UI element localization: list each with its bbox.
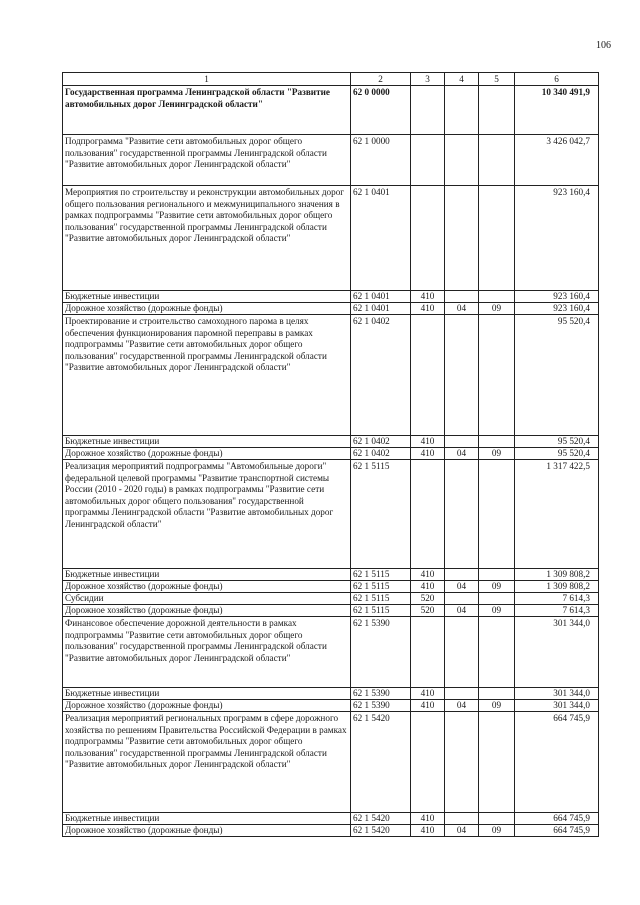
cell-section xyxy=(445,291,479,303)
cell-name: Подпрограмма "Развитие сети автомобильных дорог общего пользования" государственной программы Ленинградской области "Развитие автомобильных дорог Ленинградской области" xyxy=(63,135,351,186)
cell-section xyxy=(445,460,479,569)
cell-subsection xyxy=(479,186,515,291)
cell-target-code: 62 1 0000 xyxy=(351,135,411,186)
cell-section: 04 xyxy=(445,605,479,617)
cell-target-code: 62 0 0000 xyxy=(351,86,411,135)
cell-expense-type xyxy=(411,617,445,688)
cell-target-code: 62 1 5115 xyxy=(351,593,411,605)
table-row xyxy=(63,605,599,617)
cell-target-code: 62 1 0401 xyxy=(351,291,411,303)
cell-target-code: 62 1 5390 xyxy=(351,617,411,688)
column-header: 1 xyxy=(63,73,351,86)
cell-amount: 3 426 042,7 xyxy=(515,135,599,186)
cell-name: Государственная программа Ленинградской области "Развитие автомобильных дорог Ленинградской области" xyxy=(63,86,351,135)
cell-section: 04 xyxy=(445,448,479,460)
cell-subsection xyxy=(479,569,515,581)
column-header: 5 xyxy=(479,73,515,86)
cell-amount: 10 340 491,9 xyxy=(515,86,599,135)
column-header: 3 xyxy=(411,73,445,86)
table-row xyxy=(63,593,599,605)
cell-expense-type: 410 xyxy=(411,688,445,700)
cell-section: 04 xyxy=(445,825,479,837)
table-row xyxy=(63,712,599,813)
cell-name: Бюджетные инвестиции xyxy=(63,291,351,303)
cell-amount: 7 614,3 xyxy=(515,605,599,617)
cell-expense-type: 410 xyxy=(411,436,445,448)
cell-section: 04 xyxy=(445,581,479,593)
cell-name: Реализация мероприятий региональных программ в сфере дорожного хозяйства по решениям Правительства Российской Федерации в рамках подпрограммы "Развитие сети автомобильных дорог общего пользования" государственной программы Ленинградской области "Развитие автомобильных дорог Ленинградской области" xyxy=(63,712,351,813)
table-row xyxy=(63,448,599,460)
column-number-row xyxy=(63,73,599,86)
cell-target-code: 62 1 5420 xyxy=(351,712,411,813)
cell-name: Дорожное хозяйство (дорожные фонды) xyxy=(63,303,351,315)
cell-target-code: 62 1 5420 xyxy=(351,813,411,825)
cell-amount: 301 344,0 xyxy=(515,617,599,688)
cell-section xyxy=(445,315,479,436)
cell-amount: 664 745,9 xyxy=(515,813,599,825)
cell-amount: 7 614,3 xyxy=(515,593,599,605)
cell-target-code: 62 1 0402 xyxy=(351,448,411,460)
cell-amount: 301 344,0 xyxy=(515,700,599,712)
cell-amount: 1 309 808,2 xyxy=(515,569,599,581)
cell-expense-type: 410 xyxy=(411,825,445,837)
column-header: 6 xyxy=(515,73,599,86)
cell-name: Бюджетные инвестиции xyxy=(63,569,351,581)
table-row xyxy=(63,86,599,135)
cell-section xyxy=(445,135,479,186)
cell-amount: 1 309 808,2 xyxy=(515,581,599,593)
cell-amount: 95 520,4 xyxy=(515,448,599,460)
cell-target-code: 62 1 5115 xyxy=(351,569,411,581)
cell-subsection xyxy=(479,291,515,303)
cell-name: Мероприятия по строительству и реконструкции автомобильных дорог общего пользования регионального и межмуниципального значения в рамках подпрограммы "Развитие сети автомобильных дорог общего пользования" государственной программы Ленинградской области "Развитие автомобильных дорог Ленинградской области" xyxy=(63,186,351,291)
table-row xyxy=(63,813,599,825)
cell-target-code: 62 1 0401 xyxy=(351,186,411,291)
cell-name: Дорожное хозяйство (дорожные фонды) xyxy=(63,700,351,712)
cell-amount: 664 745,9 xyxy=(515,825,599,837)
cell-subsection xyxy=(479,712,515,813)
cell-expense-type: 410 xyxy=(411,448,445,460)
cell-section xyxy=(445,569,479,581)
cell-name: Бюджетные инвестиции xyxy=(63,688,351,700)
cell-amount: 95 520,4 xyxy=(515,436,599,448)
page-number: 106 xyxy=(596,40,611,51)
cell-target-code: 62 1 5115 xyxy=(351,581,411,593)
cell-subsection xyxy=(479,593,515,605)
cell-subsection: 09 xyxy=(479,700,515,712)
cell-amount: 664 745,9 xyxy=(515,712,599,813)
table-row xyxy=(63,617,599,688)
cell-target-code: 62 1 5420 xyxy=(351,825,411,837)
cell-expense-type xyxy=(411,186,445,291)
cell-target-code: 62 1 0401 xyxy=(351,303,411,315)
cell-subsection xyxy=(479,86,515,135)
cell-subsection: 09 xyxy=(479,605,515,617)
cell-target-code: 62 1 5390 xyxy=(351,688,411,700)
cell-name: Финансовое обеспечение дорожной деятельности в рамках подпрограммы "Развитие сети автомобильных дорог общего пользования" государственной программы Ленинградской области "Развитие автомобильных дорог Ленинградской области" xyxy=(63,617,351,688)
cell-subsection: 09 xyxy=(479,825,515,837)
cell-section xyxy=(445,86,479,135)
cell-name: Реализация мероприятий подпрограммы "Автомобильные дороги" федеральной целевой программы "Развитие транспортной системы России (2010 - 2020 годы) в рамках подпрограммы "Развитие сети автомобильных дорог общего пользования" государственной программы Ленинградской области "Развитие автомобильных дорог Ленинградской области" xyxy=(63,460,351,569)
cell-expense-type: 520 xyxy=(411,593,445,605)
cell-section xyxy=(445,813,479,825)
cell-expense-type: 410 xyxy=(411,581,445,593)
cell-section: 04 xyxy=(445,303,479,315)
table-row xyxy=(63,186,599,291)
column-header: 2 xyxy=(351,73,411,86)
table-row xyxy=(63,135,599,186)
cell-name: Дорожное хозяйство (дорожные фонды) xyxy=(63,605,351,617)
cell-amount: 923 160,4 xyxy=(515,291,599,303)
table-row xyxy=(63,315,599,436)
cell-section xyxy=(445,688,479,700)
table-row xyxy=(63,291,599,303)
cell-name: Дорожное хозяйство (дорожные фонды) xyxy=(63,825,351,837)
cell-section xyxy=(445,712,479,813)
table-row xyxy=(63,581,599,593)
table-row xyxy=(63,303,599,315)
cell-amount: 923 160,4 xyxy=(515,186,599,291)
cell-expense-type: 410 xyxy=(411,700,445,712)
cell-expense-type xyxy=(411,315,445,436)
cell-subsection xyxy=(479,315,515,436)
table-row xyxy=(63,688,599,700)
cell-expense-type: 410 xyxy=(411,813,445,825)
cell-target-code: 62 1 0402 xyxy=(351,436,411,448)
cell-section: 04 xyxy=(445,700,479,712)
cell-name: Дорожное хозяйство (дорожные фонды) xyxy=(63,448,351,460)
cell-name: Проектирование и строительство самоходного парома в целях обеспечения функционирования паромной переправы в рамках подпрограммы "Развитие сети автомобильных дорог общего пользования" государственной программы Ленинградской области "Развитие автомобильных дорог Ленинградской области" xyxy=(63,315,351,436)
table-row xyxy=(63,436,599,448)
table-row xyxy=(63,825,599,837)
table-row xyxy=(63,460,599,569)
cell-expense-type: 410 xyxy=(411,303,445,315)
cell-expense-type xyxy=(411,86,445,135)
cell-target-code: 62 1 5115 xyxy=(351,605,411,617)
cell-amount: 923 160,4 xyxy=(515,303,599,315)
cell-expense-type: 410 xyxy=(411,569,445,581)
cell-name: Субсидии xyxy=(63,593,351,605)
cell-name: Бюджетные инвестиции xyxy=(63,813,351,825)
cell-target-code: 62 1 5115 xyxy=(351,460,411,569)
cell-name: Бюджетные инвестиции xyxy=(63,436,351,448)
table-row xyxy=(63,569,599,581)
cell-subsection xyxy=(479,436,515,448)
cell-expense-type: 410 xyxy=(411,291,445,303)
cell-subsection: 09 xyxy=(479,448,515,460)
cell-subsection xyxy=(479,813,515,825)
table-row xyxy=(63,700,599,712)
column-header: 4 xyxy=(445,73,479,86)
cell-subsection xyxy=(479,617,515,688)
cell-target-code: 62 1 0402 xyxy=(351,315,411,436)
cell-subsection xyxy=(479,135,515,186)
cell-name: Дорожное хозяйство (дорожные фонды) xyxy=(63,581,351,593)
cell-subsection: 09 xyxy=(479,303,515,315)
cell-subsection: 09 xyxy=(479,581,515,593)
cell-expense-type xyxy=(411,712,445,813)
cell-subsection xyxy=(479,460,515,569)
cell-expense-type: 520 xyxy=(411,605,445,617)
cell-amount: 95 520,4 xyxy=(515,315,599,436)
cell-subsection xyxy=(479,688,515,700)
cell-section xyxy=(445,186,479,291)
cell-section xyxy=(445,617,479,688)
cell-target-code: 62 1 5390 xyxy=(351,700,411,712)
cell-section xyxy=(445,436,479,448)
budget-table-body xyxy=(63,73,599,837)
cell-amount: 1 317 422,5 xyxy=(515,460,599,569)
budget-table xyxy=(62,72,599,837)
cell-expense-type xyxy=(411,135,445,186)
cell-expense-type xyxy=(411,460,445,569)
cell-section xyxy=(445,593,479,605)
cell-amount: 301 344,0 xyxy=(515,688,599,700)
